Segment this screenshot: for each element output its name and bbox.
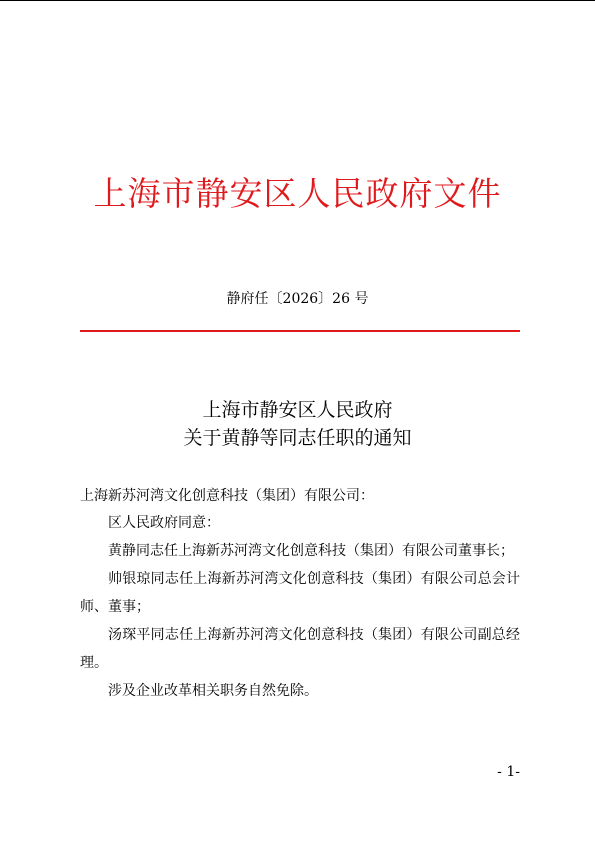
notice-body [80, 509, 520, 705]
red-separator-line [80, 330, 520, 332]
recipient-line: 上海新苏河湾文化创意科技（集团）有限公司： [80, 488, 374, 504]
body-paragraph-appointment-3: 汤琛平同志任上海新苏河湾文化创意科技（集团）有限公司副总经理。 [80, 627, 520, 671]
notice-title-line-1: 上海市静安区人民政府 [202, 399, 393, 421]
body-paragraph-removal: 涉及企业改革相关职务自然免除。 [108, 683, 318, 699]
notice-title [0, 396, 595, 452]
top-border-line [0, 0, 595, 1]
document-number: 静府任〔2026〕26 号 [226, 291, 369, 307]
body-paragraph-appointment-1: 黄静同志任上海新苏河湾文化创意科技（集团）有限公司董事长； [108, 543, 514, 559]
page-number: - 1- [497, 764, 520, 780]
body-paragraph-consent: 区人民政府同意： [108, 515, 220, 531]
issuer-masthead: 上海市静安区人民政府文件 [93, 174, 502, 213]
body-paragraph-appointment-2: 帅银琼同志任上海新苏河湾文化创意科技（集团）有限公司总会计师、董事； [80, 571, 520, 615]
notice-title-line-2: 关于黄静等同志任职的通知 [183, 427, 412, 449]
